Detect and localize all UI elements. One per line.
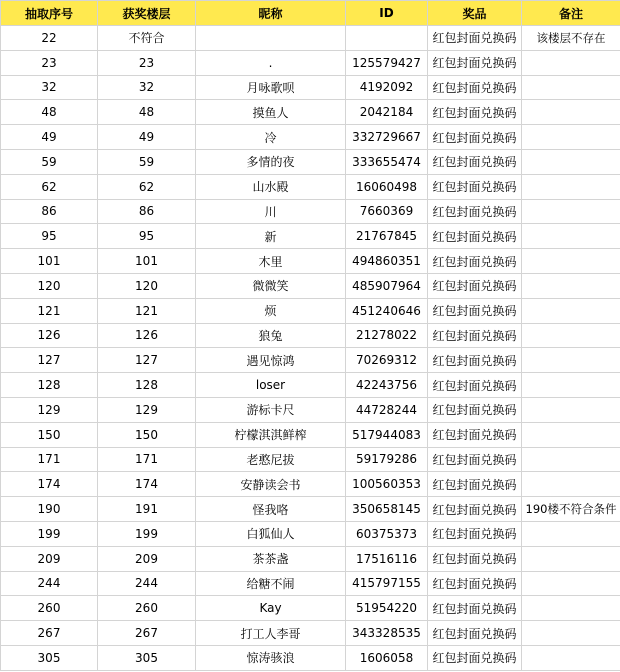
draw-number-cell: 150	[1, 422, 98, 447]
id-cell: 333655474	[346, 149, 428, 174]
draw-number-cell: 32	[1, 75, 98, 100]
id-cell: 60375373	[346, 521, 428, 546]
nickname-cell: Kay	[196, 596, 346, 621]
remark-cell	[522, 100, 620, 125]
table-row	[1, 273, 620, 298]
prize-cell: 红包封面兑换码	[428, 621, 522, 646]
draw-number-cell: 190	[1, 497, 98, 522]
nickname-cell: 川	[196, 199, 346, 224]
prize-cell: 红包封面兑换码	[428, 323, 522, 348]
id-cell: 517944083	[346, 422, 428, 447]
id-cell: 70269312	[346, 348, 428, 373]
table-row	[1, 323, 620, 348]
prize-cell: 红包封面兑换码	[428, 571, 522, 596]
table-row	[1, 199, 620, 224]
id-cell: 125579427	[346, 50, 428, 75]
id-cell: 451240646	[346, 298, 428, 323]
id-cell: 16060498	[346, 174, 428, 199]
nickname-cell: 怪我咯	[196, 497, 346, 522]
header-winning-floor: 获奖楼层	[98, 1, 196, 26]
table-row	[1, 298, 620, 323]
prize-cell: 红包封面兑换码	[428, 348, 522, 373]
remark-cell	[522, 373, 620, 398]
table-row	[1, 422, 620, 447]
nickname-cell: 新	[196, 224, 346, 249]
table-row	[1, 497, 620, 522]
table-row	[1, 596, 620, 621]
remark-cell	[522, 298, 620, 323]
header-row	[1, 1, 620, 26]
nickname-cell: 茶茶盏	[196, 546, 346, 571]
remark-cell	[522, 249, 620, 274]
nickname-cell: 冷	[196, 125, 346, 150]
draw-number-cell: 209	[1, 546, 98, 571]
draw-number-cell: 62	[1, 174, 98, 199]
remark-cell	[522, 199, 620, 224]
draw-number-cell: 95	[1, 224, 98, 249]
draw-number-cell: 48	[1, 100, 98, 125]
remark-cell	[522, 75, 620, 100]
id-cell: 1606058	[346, 645, 428, 670]
nickname-cell: 多情的夜	[196, 149, 346, 174]
remark-cell	[522, 149, 620, 174]
table-row	[1, 50, 620, 75]
id-cell: 332729667	[346, 125, 428, 150]
draw-number-cell: 22	[1, 26, 98, 51]
header-prize: 奖品	[428, 1, 522, 26]
table-row	[1, 645, 620, 670]
id-cell: 44728244	[346, 397, 428, 422]
header-nickname: 昵称	[196, 1, 346, 26]
winning-floor-cell: 128	[98, 373, 196, 398]
nickname-cell: 安静读会书	[196, 472, 346, 497]
remark-cell	[522, 422, 620, 447]
draw-number-cell: 244	[1, 571, 98, 596]
remark-cell	[522, 224, 620, 249]
prize-cell: 红包封面兑换码	[428, 125, 522, 150]
prize-cell: 红包封面兑换码	[428, 497, 522, 522]
winning-floor-cell: 267	[98, 621, 196, 646]
prize-cell: 红包封面兑换码	[428, 397, 522, 422]
winning-floor-cell: 199	[98, 521, 196, 546]
table-row	[1, 149, 620, 174]
winning-floor-cell: 59	[98, 149, 196, 174]
nickname-cell: 白狐仙人	[196, 521, 346, 546]
table-row	[1, 373, 620, 398]
remark-cell: 190楼不符合条件	[522, 497, 620, 522]
remark-cell	[522, 50, 620, 75]
id-cell: 51954220	[346, 596, 428, 621]
nickname-cell: 惊涛骇浪	[196, 645, 346, 670]
remark-cell	[522, 621, 620, 646]
table-row	[1, 26, 620, 51]
winning-floor-cell: 121	[98, 298, 196, 323]
prize-cell: 红包封面兑换码	[428, 224, 522, 249]
draw-number-cell: 171	[1, 447, 98, 472]
draw-number-cell: 126	[1, 323, 98, 348]
table-row	[1, 571, 620, 596]
table-row	[1, 472, 620, 497]
draw-number-cell: 23	[1, 50, 98, 75]
id-cell	[346, 26, 428, 51]
nickname-cell: 遇见惊鸿	[196, 348, 346, 373]
remark-cell	[522, 521, 620, 546]
remark-cell: 该楼层不存在	[522, 26, 620, 51]
nickname-cell: 给糖不闹	[196, 571, 346, 596]
id-cell: 4192092	[346, 75, 428, 100]
id-cell: 2042184	[346, 100, 428, 125]
prize-cell: 红包封面兑换码	[428, 596, 522, 621]
draw-number-cell: 49	[1, 125, 98, 150]
winning-floor-cell: 48	[98, 100, 196, 125]
winning-floor-cell: 126	[98, 323, 196, 348]
draw-number-cell: 174	[1, 472, 98, 497]
table-row	[1, 100, 620, 125]
id-cell: 485907964	[346, 273, 428, 298]
id-cell: 21767845	[346, 224, 428, 249]
draw-number-cell: 101	[1, 249, 98, 274]
draw-number-cell: 260	[1, 596, 98, 621]
prize-cell: 红包封面兑换码	[428, 373, 522, 398]
nickname-cell: 摸鱼人	[196, 100, 346, 125]
nickname-cell: 山水殿	[196, 174, 346, 199]
winning-floor-cell: 305	[98, 645, 196, 670]
draw-number-cell: 120	[1, 273, 98, 298]
prize-cell: 红包封面兑换码	[428, 149, 522, 174]
remark-cell	[522, 571, 620, 596]
winning-floor-cell: 191	[98, 497, 196, 522]
prize-cell: 红包封面兑换码	[428, 546, 522, 571]
prize-cell: 红包封面兑换码	[428, 422, 522, 447]
draw-number-cell: 129	[1, 397, 98, 422]
nickname-cell: 微微笑	[196, 273, 346, 298]
winning-floor-cell: 209	[98, 546, 196, 571]
winning-floor-cell: 不符合	[98, 26, 196, 51]
winning-floor-cell: 101	[98, 249, 196, 274]
nickname-cell: 木里	[196, 249, 346, 274]
nickname-cell: 游标卡尺	[196, 397, 346, 422]
prize-cell: 红包封面兑换码	[428, 75, 522, 100]
table-row	[1, 249, 620, 274]
draw-number-cell: 121	[1, 298, 98, 323]
winning-floor-cell: 174	[98, 472, 196, 497]
prize-cell: 红包封面兑换码	[428, 249, 522, 274]
remark-cell	[522, 323, 620, 348]
header-id: ID	[346, 1, 428, 26]
prize-cell: 红包封面兑换码	[428, 273, 522, 298]
remark-cell	[522, 397, 620, 422]
draw-number-cell: 59	[1, 149, 98, 174]
prize-cell: 红包封面兑换码	[428, 521, 522, 546]
remark-cell	[522, 125, 620, 150]
draw-number-cell: 305	[1, 645, 98, 670]
draw-number-cell: 127	[1, 348, 98, 373]
table-row	[1, 397, 620, 422]
remark-cell	[522, 174, 620, 199]
table-row	[1, 521, 620, 546]
remark-cell	[522, 273, 620, 298]
id-cell: 7660369	[346, 199, 428, 224]
id-cell: 21278022	[346, 323, 428, 348]
winning-floor-cell: 62	[98, 174, 196, 199]
nickname-cell: 月咏歌呗	[196, 75, 346, 100]
prize-cell: 红包封面兑换码	[428, 174, 522, 199]
table-row	[1, 75, 620, 100]
prize-cell: 红包封面兑换码	[428, 298, 522, 323]
id-cell: 343328535	[346, 621, 428, 646]
prize-cell: 红包封面兑换码	[428, 50, 522, 75]
id-cell: 494860351	[346, 249, 428, 274]
header-draw-number: 抽取序号	[1, 1, 98, 26]
draw-number-cell: 128	[1, 373, 98, 398]
prize-cell: 红包封面兑换码	[428, 447, 522, 472]
prize-cell: 红包封面兑换码	[428, 100, 522, 125]
winning-floor-cell: 95	[98, 224, 196, 249]
nickname-cell: loser	[196, 373, 346, 398]
prize-cell: 红包封面兑换码	[428, 645, 522, 670]
winning-floor-cell: 120	[98, 273, 196, 298]
nickname-cell	[196, 26, 346, 51]
nickname-cell: 狼兔	[196, 323, 346, 348]
table-body	[1, 26, 620, 671]
winning-floor-cell: 127	[98, 348, 196, 373]
table-row	[1, 348, 620, 373]
nickname-cell: .	[196, 50, 346, 75]
table-row	[1, 224, 620, 249]
table-row	[1, 174, 620, 199]
remark-cell	[522, 645, 620, 670]
table-row	[1, 447, 620, 472]
winning-floor-cell: 129	[98, 397, 196, 422]
remark-cell	[522, 472, 620, 497]
id-cell: 59179286	[346, 447, 428, 472]
winning-floor-cell: 49	[98, 125, 196, 150]
id-cell: 100560353	[346, 472, 428, 497]
header-remark: 备注	[522, 1, 620, 26]
winning-floor-cell: 86	[98, 199, 196, 224]
winning-floor-cell: 260	[98, 596, 196, 621]
nickname-cell: 打工人李哥	[196, 621, 346, 646]
prize-cell: 红包封面兑换码	[428, 199, 522, 224]
nickname-cell: 柠檬淇淇鲜榨	[196, 422, 346, 447]
winning-floor-cell: 244	[98, 571, 196, 596]
id-cell: 17516116	[346, 546, 428, 571]
id-cell: 42243756	[346, 373, 428, 398]
prize-cell: 红包封面兑换码	[428, 472, 522, 497]
winning-floor-cell: 150	[98, 422, 196, 447]
winning-floor-cell: 32	[98, 75, 196, 100]
id-cell: 415797155	[346, 571, 428, 596]
draw-number-cell: 199	[1, 521, 98, 546]
remark-cell	[522, 447, 620, 472]
nickname-cell: 老憨尼拔	[196, 447, 346, 472]
table-row	[1, 125, 620, 150]
winning-floor-cell: 23	[98, 50, 196, 75]
nickname-cell: 烦	[196, 298, 346, 323]
prize-cell: 红包封面兑换码	[428, 26, 522, 51]
table-row	[1, 546, 620, 571]
draw-number-cell: 86	[1, 199, 98, 224]
id-cell: 350658145	[346, 497, 428, 522]
winning-floor-cell: 171	[98, 447, 196, 472]
remark-cell	[522, 596, 620, 621]
table-row	[1, 621, 620, 646]
remark-cell	[522, 546, 620, 571]
remark-cell	[522, 348, 620, 373]
draw-number-cell: 267	[1, 621, 98, 646]
